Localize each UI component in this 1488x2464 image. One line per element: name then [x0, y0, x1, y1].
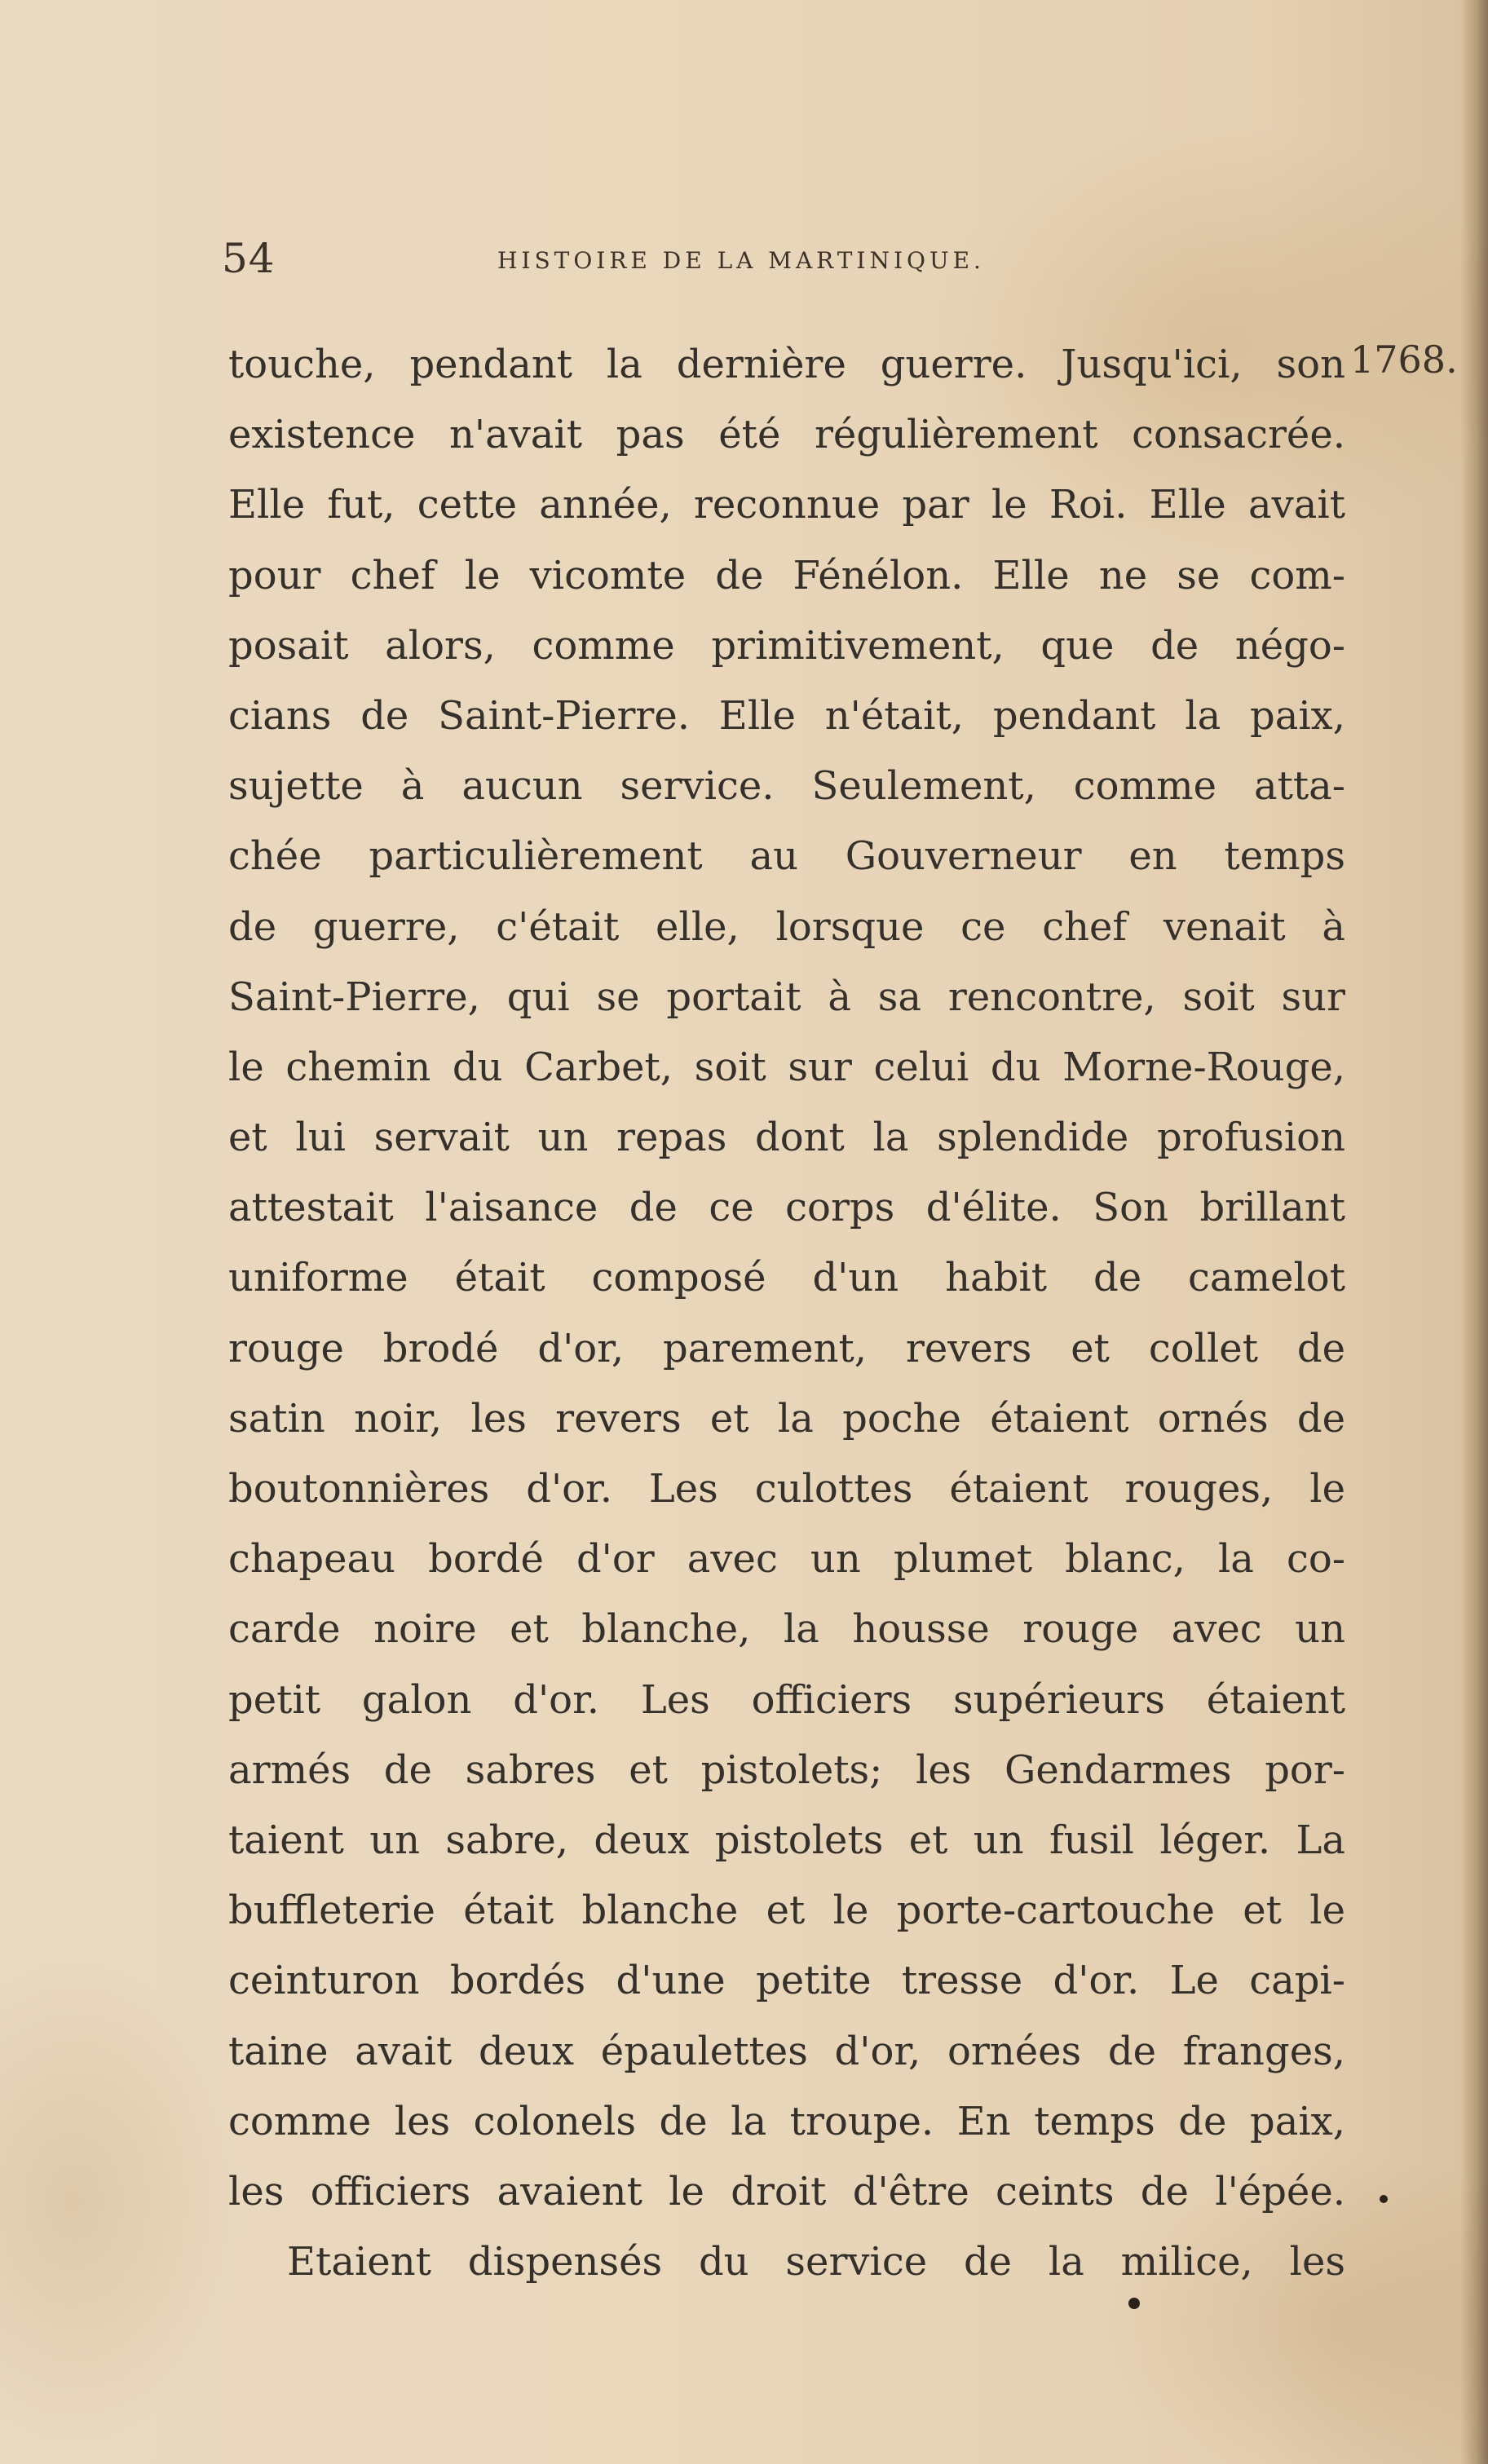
text-line: armés de sabres et pistolets; les Gendarmes por-: [228, 1746, 1345, 1793]
text-line: et lui servait un repas dont la splendide profusion: [228, 1115, 1345, 1161]
ink-speck: [1128, 2298, 1140, 2309]
text-line: carde noire et blanche, la housse rouge avec un: [228, 1606, 1345, 1653]
text-line: chapeau bordé d'or avec un plumet blanc, la co-: [228, 1536, 1345, 1583]
text-line: pour chef le vicomte de Fénélon. Elle ne se com-: [228, 552, 1345, 598]
text-line: chée particulièrement au Gouverneur en temps: [228, 833, 1345, 880]
text-line: les officiers avaient le droit d'être ceints de l'épée.: [228, 2168, 1345, 2215]
text-line: rouge brodé d'or, parement, revers et collet de: [228, 1325, 1345, 1371]
running-title: HISTOIRE DE LA MARTINIQUE.: [497, 247, 985, 274]
text-line: uniforme était composé d'un habit de camelot: [228, 1255, 1345, 1301]
text-line: existence n'avait pas été régulièrement consacrée.: [228, 412, 1345, 458]
text-line: comme les colonels de la troupe. En temps de paix,: [228, 2098, 1345, 2144]
text-line: buffleterie était blanche et le porte-cartouche et le: [228, 1888, 1345, 1934]
text-line: touche, pendant la dernière guerre. Jusqu'ici, son: [228, 342, 1345, 387]
text-line: taient un sabre, deux pistolets et un fusil léger. La: [228, 1817, 1345, 1863]
margin-year-note: 1768.: [1350, 338, 1458, 382]
body-text: [228, 329, 1345, 2297]
text-line: sujette à aucun service. Seulement, comme atta-: [228, 763, 1345, 810]
text-line: cians de Saint-Pierre. Elle n'était, pendant la paix,: [228, 692, 1345, 739]
text-line: Elle fut, cette année, reconnue par le Roi. Elle avait: [228, 482, 1345, 528]
text-line: Saint-Pierre, qui se portait à sa rencontre, soit sur: [228, 974, 1345, 1020]
text-line: de guerre, c'était elle, lorsque ce chef venait à: [228, 903, 1345, 950]
page-number: 54: [222, 235, 276, 282]
page-gutter-shadow: [1460, 0, 1488, 2464]
text-line: taine avait deux épaulettes d'or, ornées de franges,: [228, 2028, 1345, 2074]
text-line: satin noir, les revers et la poche étaient ornés de: [228, 1395, 1345, 1442]
text-line: ceinturon bordés d'une petite tresse d'or. Le capi-: [228, 1958, 1345, 2004]
ink-speck: [1380, 2195, 1388, 2203]
text-line: boutonnières d'or. Les culottes étaient rouges, le: [228, 1466, 1345, 1512]
page-header: [222, 230, 1347, 287]
text-line: posait alors, comme primitivement, que de négo-: [228, 622, 1345, 669]
text-line: petit galon d'or. Les officiers supérieurs étaient: [228, 1676, 1345, 1723]
text-line: attestait l'aisance de ce corps d'élite. Son brillant: [228, 1185, 1345, 1231]
text-line-paragraph-start: Etaient dispensés du service de la milice, les: [287, 2239, 1345, 2285]
text-line: le chemin du Carbet, soit sur celui du Morne-Rouge,: [228, 1044, 1345, 1090]
